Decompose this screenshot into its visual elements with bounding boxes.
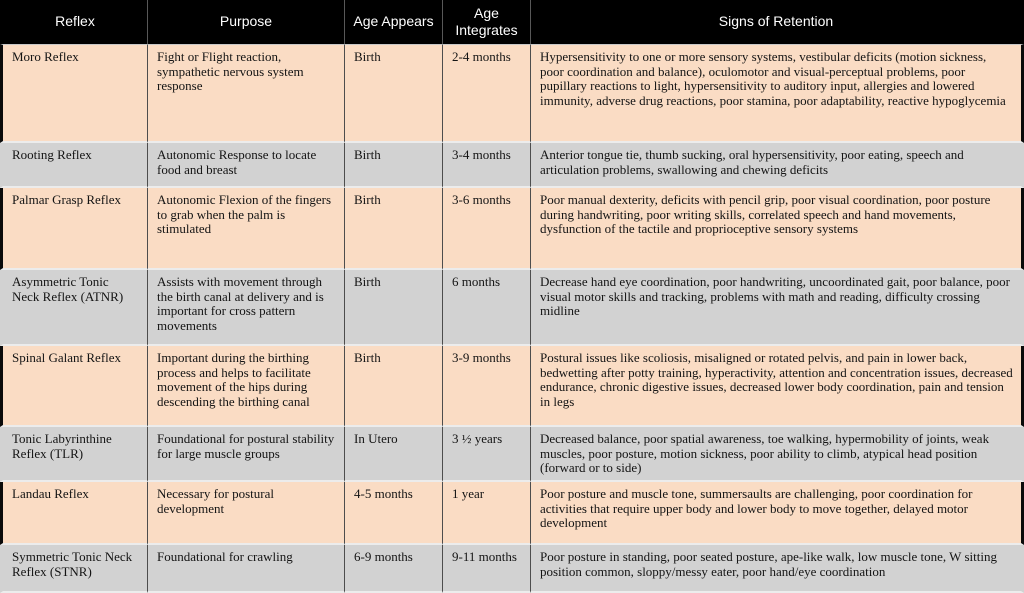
column-header-signs-of-retention: Signs of Retention	[531, 0, 1024, 45]
cell-age-integrates: 2-4 months	[443, 45, 531, 143]
cell-reflex: Tonic Labyrinthine Reflex (TLR)	[0, 427, 148, 482]
table-row	[0, 427, 1024, 482]
column-header-age-integrates: Age Integrates	[443, 0, 531, 45]
cell-age-appears: Birth	[345, 346, 443, 427]
column-header-purpose: Purpose	[148, 0, 345, 45]
cell-age-appears: Birth	[345, 143, 443, 188]
cell-purpose: Autonomic Response to locate food and breast	[148, 143, 345, 188]
cell-age-integrates: 3-9 months	[443, 346, 531, 427]
cell-reflex: Asymmetric Tonic Neck Reflex (ATNR)	[0, 270, 148, 346]
cell-signs: Poor posture and muscle tone, summersaults are challenging, poor coordination for activities that require upper body and lower body to move together, delayed motor development	[531, 482, 1024, 545]
cell-reflex: Palmar Grasp Reflex	[0, 188, 148, 270]
table-row	[0, 346, 1024, 427]
cell-purpose: Necessary for postural development	[148, 482, 345, 545]
cell-reflex: Landau Reflex	[0, 482, 148, 545]
cell-signs: Anterior tongue tie, thumb sucking, oral hypersensitivity, poor eating, speech and articulation problems, swallowing and chewing deficits	[531, 143, 1024, 188]
cell-signs: Poor posture in standing, poor seated posture, ape-like walk, low muscle tone, W sitting position common, sloppy/messy eater, poor hand/eye coordination	[531, 545, 1024, 593]
column-header-age-appears: Age Appears	[345, 0, 443, 45]
cell-reflex: Symmetric Tonic Neck Reflex (STNR)	[0, 545, 148, 593]
table-row	[0, 143, 1024, 188]
cell-age-integrates: 3-4 months	[443, 143, 531, 188]
cell-signs: Postural issues like scoliosis, misaligned or rotated pelvis, and pain in lower back, bedwetting after potty training, hyperactivity, attention and concentration issues, decreased endurance, chronic digestive issues, decreased lower body coordination, pain and tension in legs	[531, 346, 1024, 427]
cell-purpose: Autonomic Flexion of the fingers to grab when the palm is stimulated	[148, 188, 345, 270]
cell-signs: Decreased balance, poor spatial awareness, toe walking, hypermobility of joints, weak muscles, poor posture, motion sickness, poor ability to climb, atypical head position (forward or to side)	[531, 427, 1024, 482]
cell-age-integrates: 9-11 months	[443, 545, 531, 593]
table-row	[0, 188, 1024, 270]
table-row	[0, 270, 1024, 346]
table-row	[0, 482, 1024, 545]
cell-signs: Hypersensitivity to one or more sensory systems, vestibular deficits (motion sickness, poor coordination and balance), oculomotor and visual-perceptual problems, poor pupillary reactions to light, hypersensitivity to auditory input, allergies and lowered immunity, adverse drug reactions, poor stamina, poor adaptability, reactive hypoglycemia	[531, 45, 1024, 143]
cell-age-appears: Birth	[345, 45, 443, 143]
cell-signs: Decrease hand eye coordination, poor handwriting, uncoordinated gait, poor balance, poor visual motor skills and tracking, problems with math and reading, difficulty crossing midline	[531, 270, 1024, 346]
table-row	[0, 45, 1024, 143]
cell-purpose: Fight or Flight reaction, sympathetic nervous system response	[148, 45, 345, 143]
cell-reflex: Spinal Galant Reflex	[0, 346, 148, 427]
cell-age-appears: 6-9 months	[345, 545, 443, 593]
cell-age-integrates: 6 months	[443, 270, 531, 346]
table-row	[0, 545, 1024, 593]
table-header-row	[0, 0, 1024, 45]
cell-age-integrates: 1 year	[443, 482, 531, 545]
cell-reflex: Moro Reflex	[0, 45, 148, 143]
cell-purpose: Foundational for postural stability for large muscle groups	[148, 427, 345, 482]
cell-age-appears: Birth	[345, 270, 443, 346]
cell-age-integrates: 3-6 months	[443, 188, 531, 270]
cell-purpose: Assists with movement through the birth canal at delivery and is important for cross pattern movements	[148, 270, 345, 346]
column-header-reflex: Reflex	[0, 0, 148, 45]
cell-purpose: Important during the birthing process and helps to facilitate movement of the hips during descending the birthing canal	[148, 346, 345, 427]
cell-age-appears: In Utero	[345, 427, 443, 482]
cell-reflex: Rooting Reflex	[0, 143, 148, 188]
cell-age-integrates: 3 ½ years	[443, 427, 531, 482]
cell-age-appears: Birth	[345, 188, 443, 270]
cell-signs: Poor manual dexterity, deficits with pencil grip, poor visual coordination, poor posture during handwriting, poor writing skills, correlated speech and hand movements, dysfunction of the tactile and proprioceptive sensory systems	[531, 188, 1024, 270]
cell-age-appears: 4-5 months	[345, 482, 443, 545]
cell-purpose: Foundational for crawling	[148, 545, 345, 593]
